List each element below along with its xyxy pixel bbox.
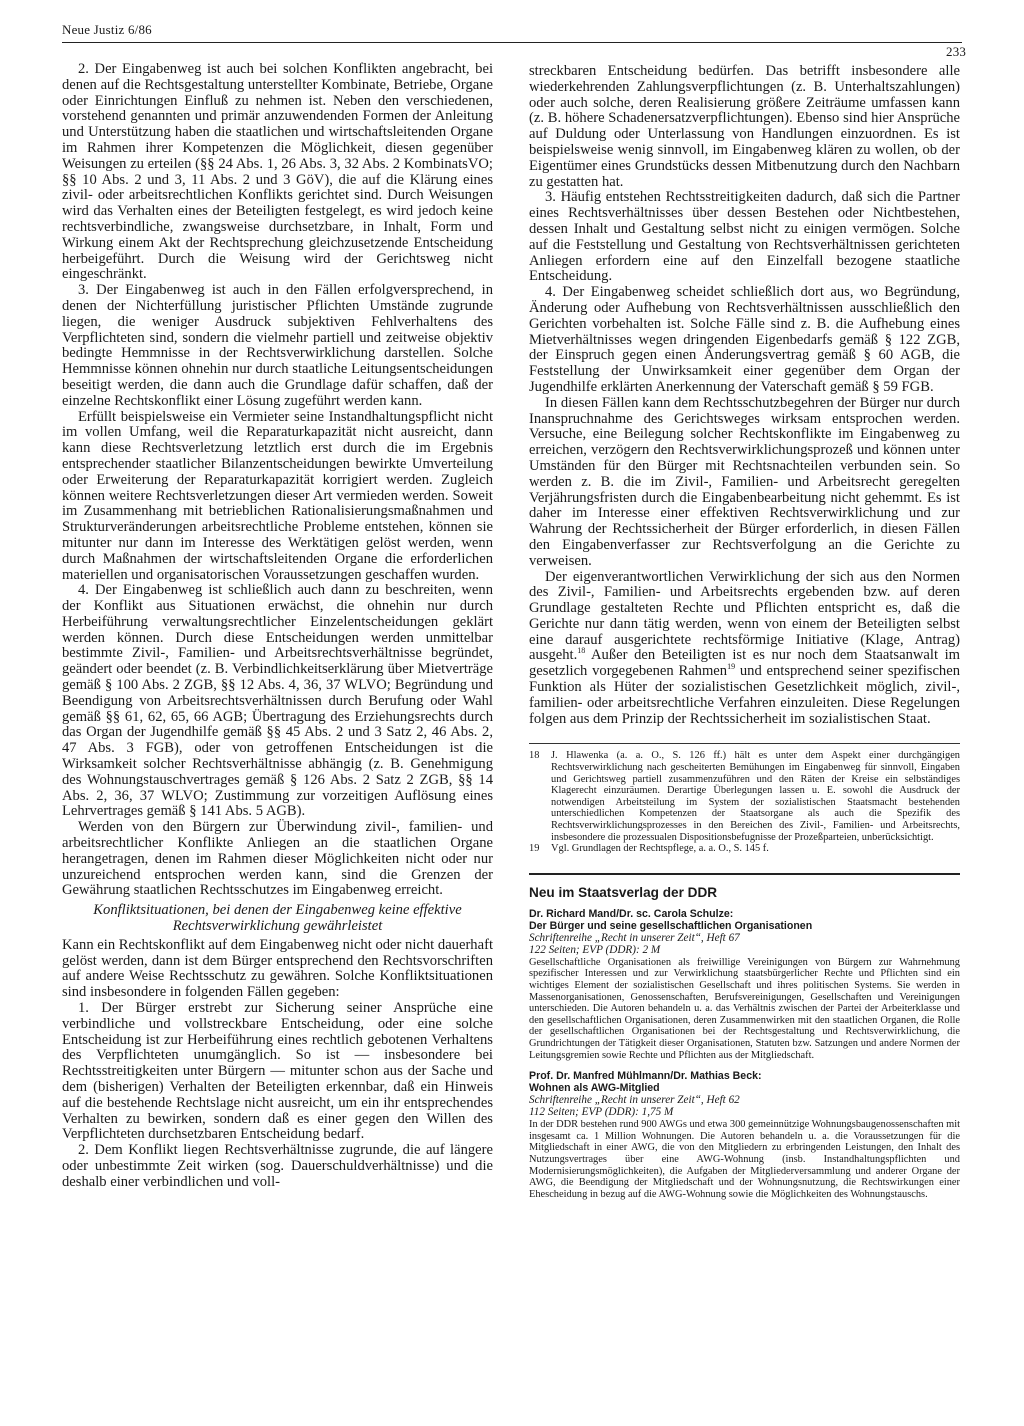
book-meta: 122 Seiten; EVP (DDR): 2 M [529,943,661,956]
publisher-box-rule [529,873,960,875]
book-description: In der DDR bestehen rund 900 AWGs und etwa 300 gemeinnützige Wohnungsbaugenossenschaften mit insgesamt ca. 1 Million Wohnungen. Die Autoren behandeln u. a. die Voraussetzungen für die Mitgliedschaft in einer AWG, die von den Mitgliedern zu erbringenden Leistungen, den Inhalt des Nutzungsvertrages über eine AWG-Wohnung (insb. Instandhaltungspflichten und Modernisierungsmöglichkeiten), die Aufgaben der Mitgliederversammlung und anderer Organe der AWG, die Beendigung der Mitgliedschaft und der Wohnungsnutzung, die Rechtswirkungen einer Ehescheidung in bezug auf die AWG-Wohnung sowie die Möglichkeiten des Wohnungstauschs. [529,1119,960,1200]
book-entry [529,908,960,1061]
publisher-box [529,885,960,1201]
book-title: Der Bürger und seine gesellschaftlichen Organisationen [529,919,813,932]
paragraph: Werden von den Bürgern zur Überwindung zivil-, familien- und arbeitsrechtlicher Konflikte Anliegen an die staatlichen Organe herangetragen, denen im Rahmen dieser Möglichkeiten nicht oder nur unzureichend entsprochen werden kann, sind die Grenzen der Gewährung staatlichen Rechtsschutzes im Eingabenweg erreicht. [62,819,493,899]
book-description: Gesellschaftliche Organisationen als freiwillige Vereinigungen von Bürgern zur Wahrnehmung spezifischer Interessen und zur Verwirklichung staatsbürgerlicher Rechte und Pflichten sind ein wichtiges Element der sozialistischen Gesellschaft und ihres politischen Systems. Sie werden in Massenorganisationen, Genossenschaften, Berufsvereinigungen, Gesellschaften und Vereinigungen unterschieden. Die Autoren behandeln u. a. das Verhältnis zwischen der Partei der Arbeiterklasse und den gesellschaftlichen Organisationen, deren Zusammenwirken mit den staatlichen Organen, die Rolle der gesellschaftlichen Organisationen bei der Rechtsgestaltung und Rechtsverwirklichung, die Grundrichtungen der Tätigkeit dieser Organisationen, Statuten bzw. Satzungen und andere Normen der Leitungsgremien sowie Rechte und Pflichten aus der Mitgliedschaft. [529,956,960,1061]
footnote-text: Vgl. Grundlagen der Rechtspflege, a. a. O., S. 145 f. [551,843,769,855]
paragraph-text: und entsprechend seiner spezifischen Funktion als Hüter der sozialistischen Gesetzlichkeit möglich, zivil-, familien- oder arbeitsrechtliche Verfahren einzuleiten. Diese Regelungen folgen aus dem Prinzip der Rechtssicherheit im sozialistischen Staat. [529,663,960,727]
footnote [529,750,960,843]
paragraph: 2. Der Eingabenweg ist auch bei solchen Konflikten angebracht, bei denen auf die Rechtsgestaltung unterstellter Kombinate, Betriebe, Organe oder Einrichtungen Einfluß zu nehmen ist. Neben den verschiedenen, vorstehend genannten und primär anzuwendenden Formen der Anleitung und Unterstützung haben die staatlichen und wirtschaftsleitenden Organe im Rahmen ihrer Kompetenzen die Möglichkeit, diesen gegenüber Weisungen zu erteilen (§§ 24 Abs. 1, 26 Abs. 3, 32 Abs. 2 KombinatsVO; §§ 10 Abs. 2 und 3, 11 Abs. 2 und 3 GöV), die auf die Klärung eines zivil- oder arbeitsrechtlichen Konflikts gerichtet sind. Durch Weisungen wird das Verhalten eines der Beteiligten festgelegt, es wird jedoch keine rechtsverbindliche, zwangsweise durchsetzbare, in Inhalt, Form und Wirkung einem Akt der Rechtsprechung gleichzusetzende Entscheidung herbeigeführt. Durch die Weisung wird der Gerichtsweg nicht eingeschränkt. [62,61,493,283]
left-column [62,62,493,1191]
book-authors: Dr. Richard Mand/Dr. sc. Carola Schulze: [529,907,734,920]
right-column [529,64,960,1209]
book-series: Schriftenreihe „Recht in unserer Zeit“, Heft 67 [529,931,740,944]
paragraph: Erfüllt beispielsweise ein Vermieter seine Instandhaltungspflicht nicht im vollen Umfang, weil die Reparaturkapazität nicht ausreicht, dann kann diese Rechtsverletzung letztlich erst durch die im Ergebnis entsprechender staatlicher Bilanzentscheidungen bewirkte Umverteilung oder Erweiterung der Reparaturkapazität korrigiert werden. Zugleich können weitere Rechtsverletzungen dieser Art vermieden werden. Soweit im Zusammenhang mit betrieblichen Rationalisierungsmaßnahmen und Strukturveränderungen arbeitsrechtliche Probleme entstehen, können sie mitunter nur dann im Interesse des Werktätigen gelöst werden, wenn durch Maßnahmen der wirtschaftsleitenden Organe die erforderlichen materiellen und organisatorischen Voraussetzungen geschaffen wurden. [62,408,493,583]
journal-header: Neue Justiz 6/86 [62,22,152,37]
paragraph [529,570,960,728]
header-rule [62,42,962,43]
publisher-box-title: Neu im Staatsverlag der DDR [529,884,718,900]
paragraph: 1. Der Bürger erstrebt zur Sicherung seiner Ansprüche eine verbindliche und vollstreckbare Entscheidung, oder eine solche Entscheidung ist zur Herbeiführung eines rechtlich gebotenen Verhaltens des Verpflichteten unumgänglich. So ist — insbesondere bei Rechtsstreitigkeiten unter Bürgern — mitunter schon aus der Sache und dem (bisherigen) Verhalten der Beteiligten erkennbar, daß ein Hinweis auf die bestehende Rechtslage nicht ausreicht, um ein ihr entsprechendes Verhalten zu bewirken, sondern daß es einer gegen den Willen des Verpflichteten durchsetzbaren Entscheidung bedarf. [62,1000,493,1143]
footnote-number: 19 [529,843,540,855]
paragraph: 3. Der Eingabenweg ist auch in den Fällen erfolgversprechend, in denen der Nichterfüllung juristischer Pflichten Umstände zugrunde liegen, die weniger Ausdruck subjektiven Fehlverhaltens des Verpflichteten sind, sondern die vielmehr partiell und zeitweise objektiv bedingte Hemmnisse in der Rechtsverwirklichung darstellen. Solche Hemmnisse können ohnehin nur durch staatliche Leitungsentscheidungen beseitigt werden, die dann auch die Grundlage dafür schaffen, daß der einzelne Rechtskonflikt einer Lösung zugeführt werden kann. [62,282,493,409]
page-number: 233 [946,44,967,59]
paragraph: Kann ein Rechtskonflikt auf dem Eingabenweg nicht oder nicht dauerhaft gelöst werden, dann ist dem Bürger entsprechend den Rechtsvorschriften auf andere Weise Rechtsschutz zu gewähren. Solche Konfliktsituationen sind insbesondere in folgenden Fällen gegeben: [62,936,493,1001]
book-title: Wohnen als AWG-Mitglied [529,1082,660,1095]
footnote-divider [529,743,960,744]
footnote-text: J. Hlawenka (a. a. O., S. 126 ff.) hält es unter dem Aspekt einer durchgängigen Rechtsverwirklichung nach gescheiterten Bemühungen im Eingabenweg für sinnvoll, Eingaben und Gerichtsweg partiell zusammenzuführen und den Räten der Kreise ein selbständiges Klagerecht einzuräumen. Derartige Überlegungen lassen u. E. sowohl die Ausdruck der notwendigen Arbeitsteilung im System der sozialistischen Staatsmacht bestehenden unterschiedlichen Kompetenzen der Staatsorgane als auch die Spezifik des Rechtsverwirklichungsprozesses in den Bereichen des Zivil-, Familien- und Arbeitsrechts, insbesondere die prozessualen Dispositionsbefugnisse der Prozeßparteien, unberücksichtigt. [551,750,960,843]
section-subheading: Konfliktsituationen, bei denen der Eingabenweg keine effektive Rechtsverwirklichung gewährleistet [93,902,462,935]
paragraph: streckbaren Entscheidung bedürfen. Das betrifft insbesondere alle wiederkehrenden Zahlungsverpflichtungen (z. B. Unterhaltszahlungen) oder auch solche, deren Realisierung größere Zeiträume umfassen kann (z. B. höhere Schadenersatzverpflichtungen). Ebenso sind hier Ansprüche auf Duldung oder Unterlassung von Handlungen einzuordnen. Es ist beispielsweise wenig sinnvoll, im Eingabenweg klären zu wollen, ob der Eigentümer eines Grundstücks dessen Mitbenutzung durch den Nachbarn zu gestatten hat. [529,63,960,190]
footnote-ref: 18 [577,646,586,656]
paragraph-text: Außer den Beteiligten ist es nur noch dem Staatsanwalt im gesetzlich vorgegebenen Rahmen [529,647,960,680]
footnote [529,843,960,855]
paragraph-text: Der eigenverantwortlichen Verwirklichung der sich aus den Normen des Zivil-, Familien- und Arbeitsrechts ergebenden bzw. auf deren Grundlage gestalteten Rechte und Pflichten entspricht es, daß die Gerichte nur dann tätig werden, wenn von einem der Beteiligten selbst eine darauf ausgerichtete rechtsförmige Initiative (Klage, Antrag) ausgeht. [529,568,960,664]
footnote-number: 18 [529,750,540,762]
book-meta: 112 Seiten; EVP (DDR): 1,75 M [529,1106,674,1119]
paragraph: 4. Der Eingabenweg scheidet schließlich dort aus, wo Begründung, Änderung oder Aufhebung von Rechtsverhältnissen ausschließlich den Gerichten vorbehalten ist. Solche Fälle sind z. B. die Aufhebung eines Mietverhältnisses wegen dringenden Eigenbedarfs gemäß § 122 ZGB, der Einspruch gegen einen Änderungsvertrag gemäß § 60 AGB, die Feststellung der Unwirksamkeit einer gegenüber dem Organ der Jugendhilfe erklärten Anerkennung der Vaterschaft gemäß § 59 FGB. [529,284,960,395]
paragraph: In diesen Fällen kann dem Rechtsschutzbegehren der Bürger nur durch Inanspruchnahme des Gerichtsweges wirksam entsprochen werden. Versuche, eine Beilegung solcher Rechtskonflikte im Eingabenweg zu erreichen, verzögern den Rechtsverwirklichungsprozeß und können unter Umständen für den Bürger mit Rechtsnachteilen verbunden sein. So werden z. B. die im Zivil-, Familien- und Arbeitsrecht geregelten Verjährungsfristen durch die Eingabenbearbeitung nicht gehemmt. Es ist daher im Interesse einer effektiven Rechtsverwirklichung und zur Wahrung der Rechtssicherheit der Bürger erforderlich, in diesen Fällen den Eingabenverfasser zur Rechtsverfolgung an die Gerichte zu verweisen. [529,394,960,569]
book-entry [529,1070,960,1200]
paragraph: 3. Häufig entstehen Rechtsstreitigkeiten dadurch, daß sich die Partner eines Rechtsverhältnisses über dessen Bestehen oder Nichtbestehen, dessen Inhalt und Gestaltung selbst nicht zu einigen vermögen. Solche auf die Feststellung und Gestaltung von Rechtsverhältnissen gerichteten Anliegen erfordern eine auf den Einzelfall bezogene staatliche Entscheidung. [529,189,960,285]
paragraph: 2. Dem Konflikt liegen Rechtsverhältnisse zugrunde, die auf längere oder unbestimmte Zeit wirken (sog. Dauerschuldverhältnisse) und die deshalb einer verbindlichen und voll- [62,1142,493,1190]
paragraph: 4. Der Eingabenweg ist schließlich auch dann zu beschreiten, wenn der Konflikt aus Situationen erwächst, die ohnehin nur durch Herbeiführung verwaltungsrechtlicher Einzelentscheidungen geklärt werden können. Durch diese Entscheidungen werden unmittelbar bestimmte Zivil-, Familien- und Arbeitsrechtsverhältnisse begründet, geändert oder beendet (z. B. Verbindlichkeitserklärung über Mietverträge gemäß § 100 Abs. 2 ZGB, §§ 12 Abs. 4, 36, 37 WLVO; Begründung und Beendigung von Arbeitsrechtsverhältnissen durch Berufung oder Wahl gemäß §§ 61, 62, 65, 66 AGB; Übertragung des Erziehungsrechts durch das Organ der Jugendhilfe gemäß §§ 45 Abs. 2 und 3 Satz 2, 46 Abs. 2, 47 Abs. 3 FGB), oder von getroffenen Entscheidungen ist die Wirksamkeit solcher Rechtsverhältnisse abhängig (z. B. Genehmigung des Wohnungstauschvertrages gemäß § 126 Abs. 2 Satz 2 ZGB, §§ 14 Abs. 2, 36, 37 WLVO; Zustimmung zur vorzeitigen Auflösung eines Lehrvertrages gemäß § 141 Abs. 5 AGB). [62,582,493,820]
book-series: Schriftenreihe „Recht in unserer Zeit“, Heft 62 [529,1094,740,1107]
footnote-ref: 19 [727,662,736,672]
book-authors: Prof. Dr. Manfred Mühlmann/Dr. Mathias Beck: [529,1070,762,1083]
